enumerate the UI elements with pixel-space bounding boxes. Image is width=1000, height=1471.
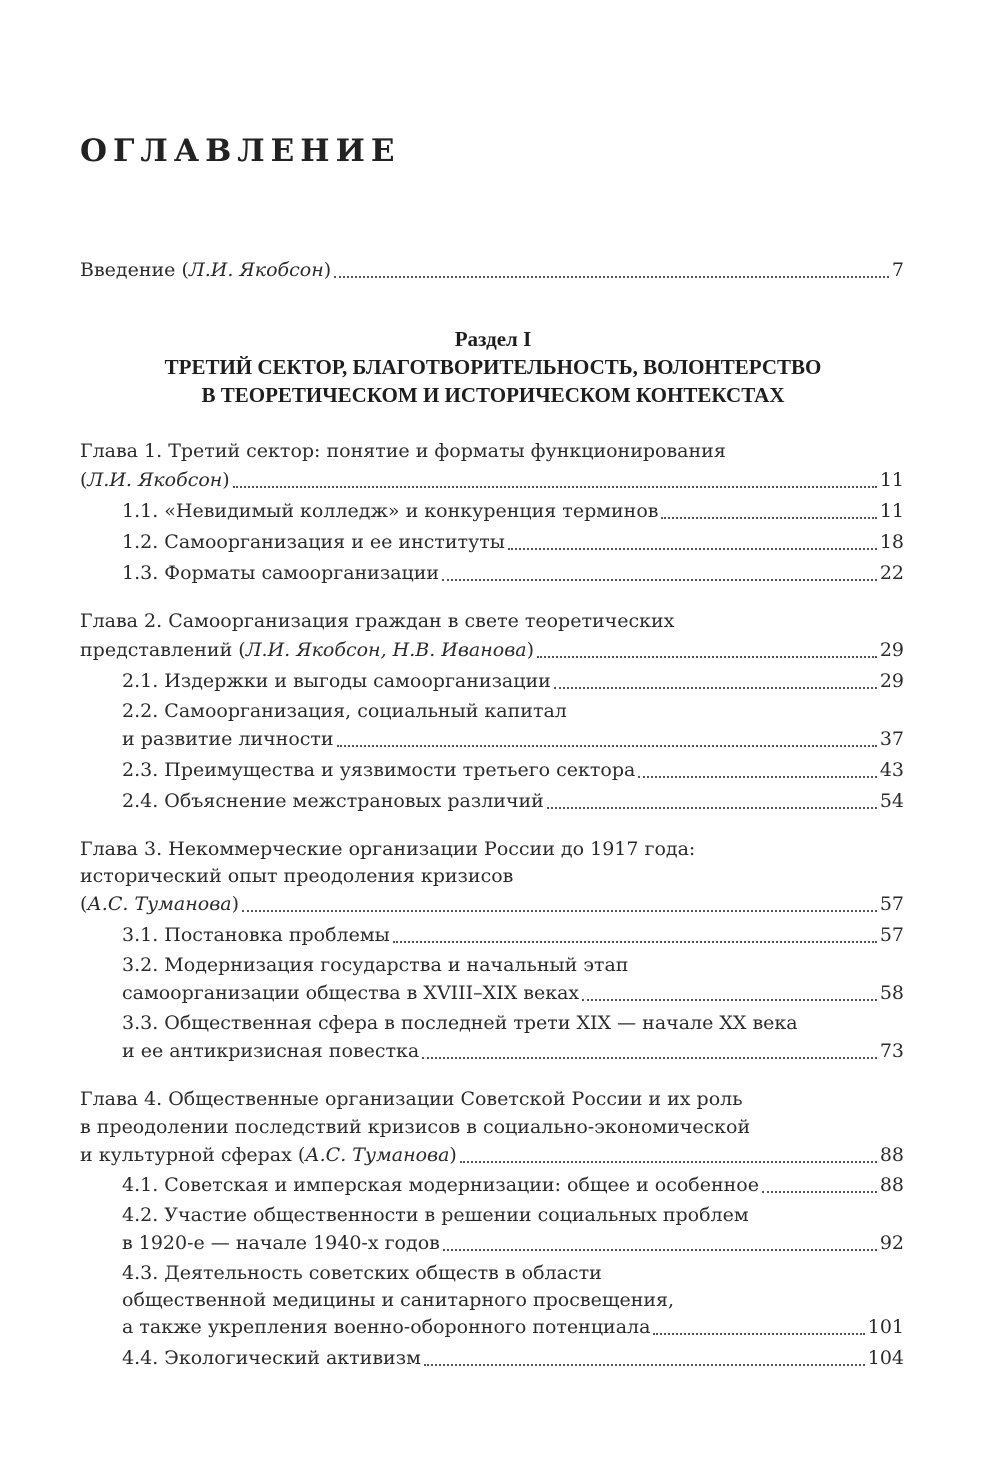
page-number: 29 [879, 639, 904, 661]
section-title-line1: ТРЕТИЙ СЕКТОР, БЛАГОТВОРИТЕЛЬНОСТЬ, ВОЛОНТЕРСТВО [164, 355, 822, 379]
leader-dots [582, 999, 877, 1001]
subsection-2-1[interactable]: 2.1. Издержки и выгоды самоорганизации 29 [122, 667, 904, 696]
leader-dots [547, 807, 877, 809]
page-number: 7 [891, 259, 904, 281]
page-number: 57 [879, 924, 904, 946]
chapter-4-title-line2[interactable]: в преодолении последствий кризисов в социально-экономической [80, 1116, 751, 1138]
page-number: 22 [879, 562, 904, 584]
leader-dots [554, 687, 877, 689]
section-title-line2: В ТЕОРЕТИЧЕСКОМ И ИСТОРИЧЕСКОМ КОНТЕКСТАХ [201, 383, 785, 407]
page-number: 92 [879, 1232, 904, 1254]
leader-dots [460, 1161, 877, 1163]
subsection-4-2-title[interactable]: 4.2. Участие общественности в решении социальных проблем [122, 1204, 749, 1226]
leader-dots [443, 1249, 877, 1251]
subsection-4-3-title[interactable]: 4.3. Деятельность советских обществ в области [122, 1262, 602, 1284]
toc-entry-intro[interactable]: Введение ( Л.И. Якобсон ) 7 [80, 256, 904, 285]
chapter-3-entry[interactable]: ( А.С. Туманова ) 57 [80, 890, 904, 919]
chapter-4-title[interactable]: Глава 4. Общественные организации Советской России и их роль [80, 1088, 743, 1110]
page-number: 88 [879, 1174, 904, 1196]
subsection-2-2-title[interactable]: 2.2. Самоорганизация, социальный капитал [122, 700, 567, 722]
section-label: Раздел I [454, 327, 532, 351]
chapter-1-title[interactable]: Глава 1. Третий сектор: понятие и форматы функционирования [80, 440, 726, 462]
leader-dots [393, 941, 877, 943]
leader-dots [508, 548, 877, 550]
chapter-2-entry[interactable]: представлений ( Л.И. Якобсон, Н.В. Иванова ) 29 [80, 636, 904, 665]
page-number: 37 [879, 728, 904, 750]
leader-dots [233, 486, 877, 488]
leader-dots [337, 745, 877, 747]
subsection-2-2[interactable]: и развитие личности 37 [122, 725, 904, 754]
page-title: ОГЛАВЛЕНИЕ [80, 133, 401, 169]
page-number: 54 [879, 790, 904, 812]
subsection-4-2[interactable]: в 1920-е — начале 1940-х годов 92 [122, 1229, 904, 1258]
page-number: 73 [879, 1040, 904, 1062]
leader-dots [242, 910, 877, 912]
page-number: 58 [879, 982, 904, 1004]
page-number: 43 [879, 759, 904, 781]
page-number: 57 [879, 893, 904, 915]
page-number: 29 [879, 670, 904, 692]
leader-dots [762, 1191, 877, 1193]
leader-dots [653, 1333, 864, 1335]
page-number: 18 [879, 531, 904, 553]
leader-dots [334, 276, 889, 278]
subsection-4-4[interactable]: 4.4. Экологический активизм 104 [122, 1344, 904, 1373]
subsection-1-1[interactable]: 1.1. «Невидимый колледж» и конкуренция терминов 11 [122, 497, 904, 526]
leader-dots [424, 1364, 865, 1366]
subsection-3-3-title[interactable]: 3.3. Общественная сфера в последней трети XIX — начале XX века [122, 1012, 798, 1034]
subsection-2-3[interactable]: 2.3. Преимущества и уязвимости третьего сектора 43 [122, 756, 904, 785]
chapter-3-title-line2[interactable]: исторический опыт преодоления кризисов [80, 865, 514, 887]
subsection-3-3[interactable]: и ее антикризисная повестка 73 [122, 1037, 904, 1066]
subsection-1-2[interactable]: 1.2. Самоорганизация и ее институты 18 [122, 528, 904, 557]
subsection-3-2[interactable]: самоорганизации общества в XVIII–XIX веках 58 [122, 979, 904, 1008]
subsection-2-4[interactable]: 2.4. Объяснение межстрановых различий 54 [122, 787, 904, 816]
page-number: 101 [867, 1316, 904, 1338]
page-number: 11 [879, 500, 904, 522]
leader-dots [638, 776, 876, 778]
leader-dots [537, 656, 877, 658]
leader-dots [422, 1057, 877, 1059]
subsection-4-3-line2[interactable]: общественной медицины и санитарного просвещения, [122, 1289, 675, 1311]
subsection-1-3[interactable]: 1.3. Форматы самоорганизации 22 [122, 559, 904, 588]
leader-dots [661, 517, 876, 519]
chapter-3-title[interactable]: Глава 3. Некоммерческие организации России до 1917 года: [80, 838, 696, 860]
chapter-1-entry[interactable]: ( Л.И. Якобсон ) 11 [80, 466, 904, 495]
subsection-4-1[interactable]: 4.1. Советская и имперская модернизации: общее и особенное 88 [122, 1171, 904, 1200]
subsection-3-2-title[interactable]: 3.2. Модернизация государства и начальный этап [122, 954, 629, 976]
page-number: 11 [879, 469, 904, 491]
chapter-2-title[interactable]: Глава 2. Самоорганизация граждан в свете теоретических [80, 610, 675, 632]
leader-dots [442, 579, 877, 581]
page-number: 88 [879, 1144, 904, 1166]
page-number: 104 [867, 1347, 904, 1369]
subsection-4-3[interactable]: а также укрепления военно-оборонного потенциала 101 [122, 1313, 904, 1342]
chapter-4-entry[interactable]: и культурной сферах ( А.С. Туманова ) 88 [80, 1141, 904, 1170]
subsection-3-1[interactable]: 3.1. Постановка проблемы 57 [122, 921, 904, 950]
